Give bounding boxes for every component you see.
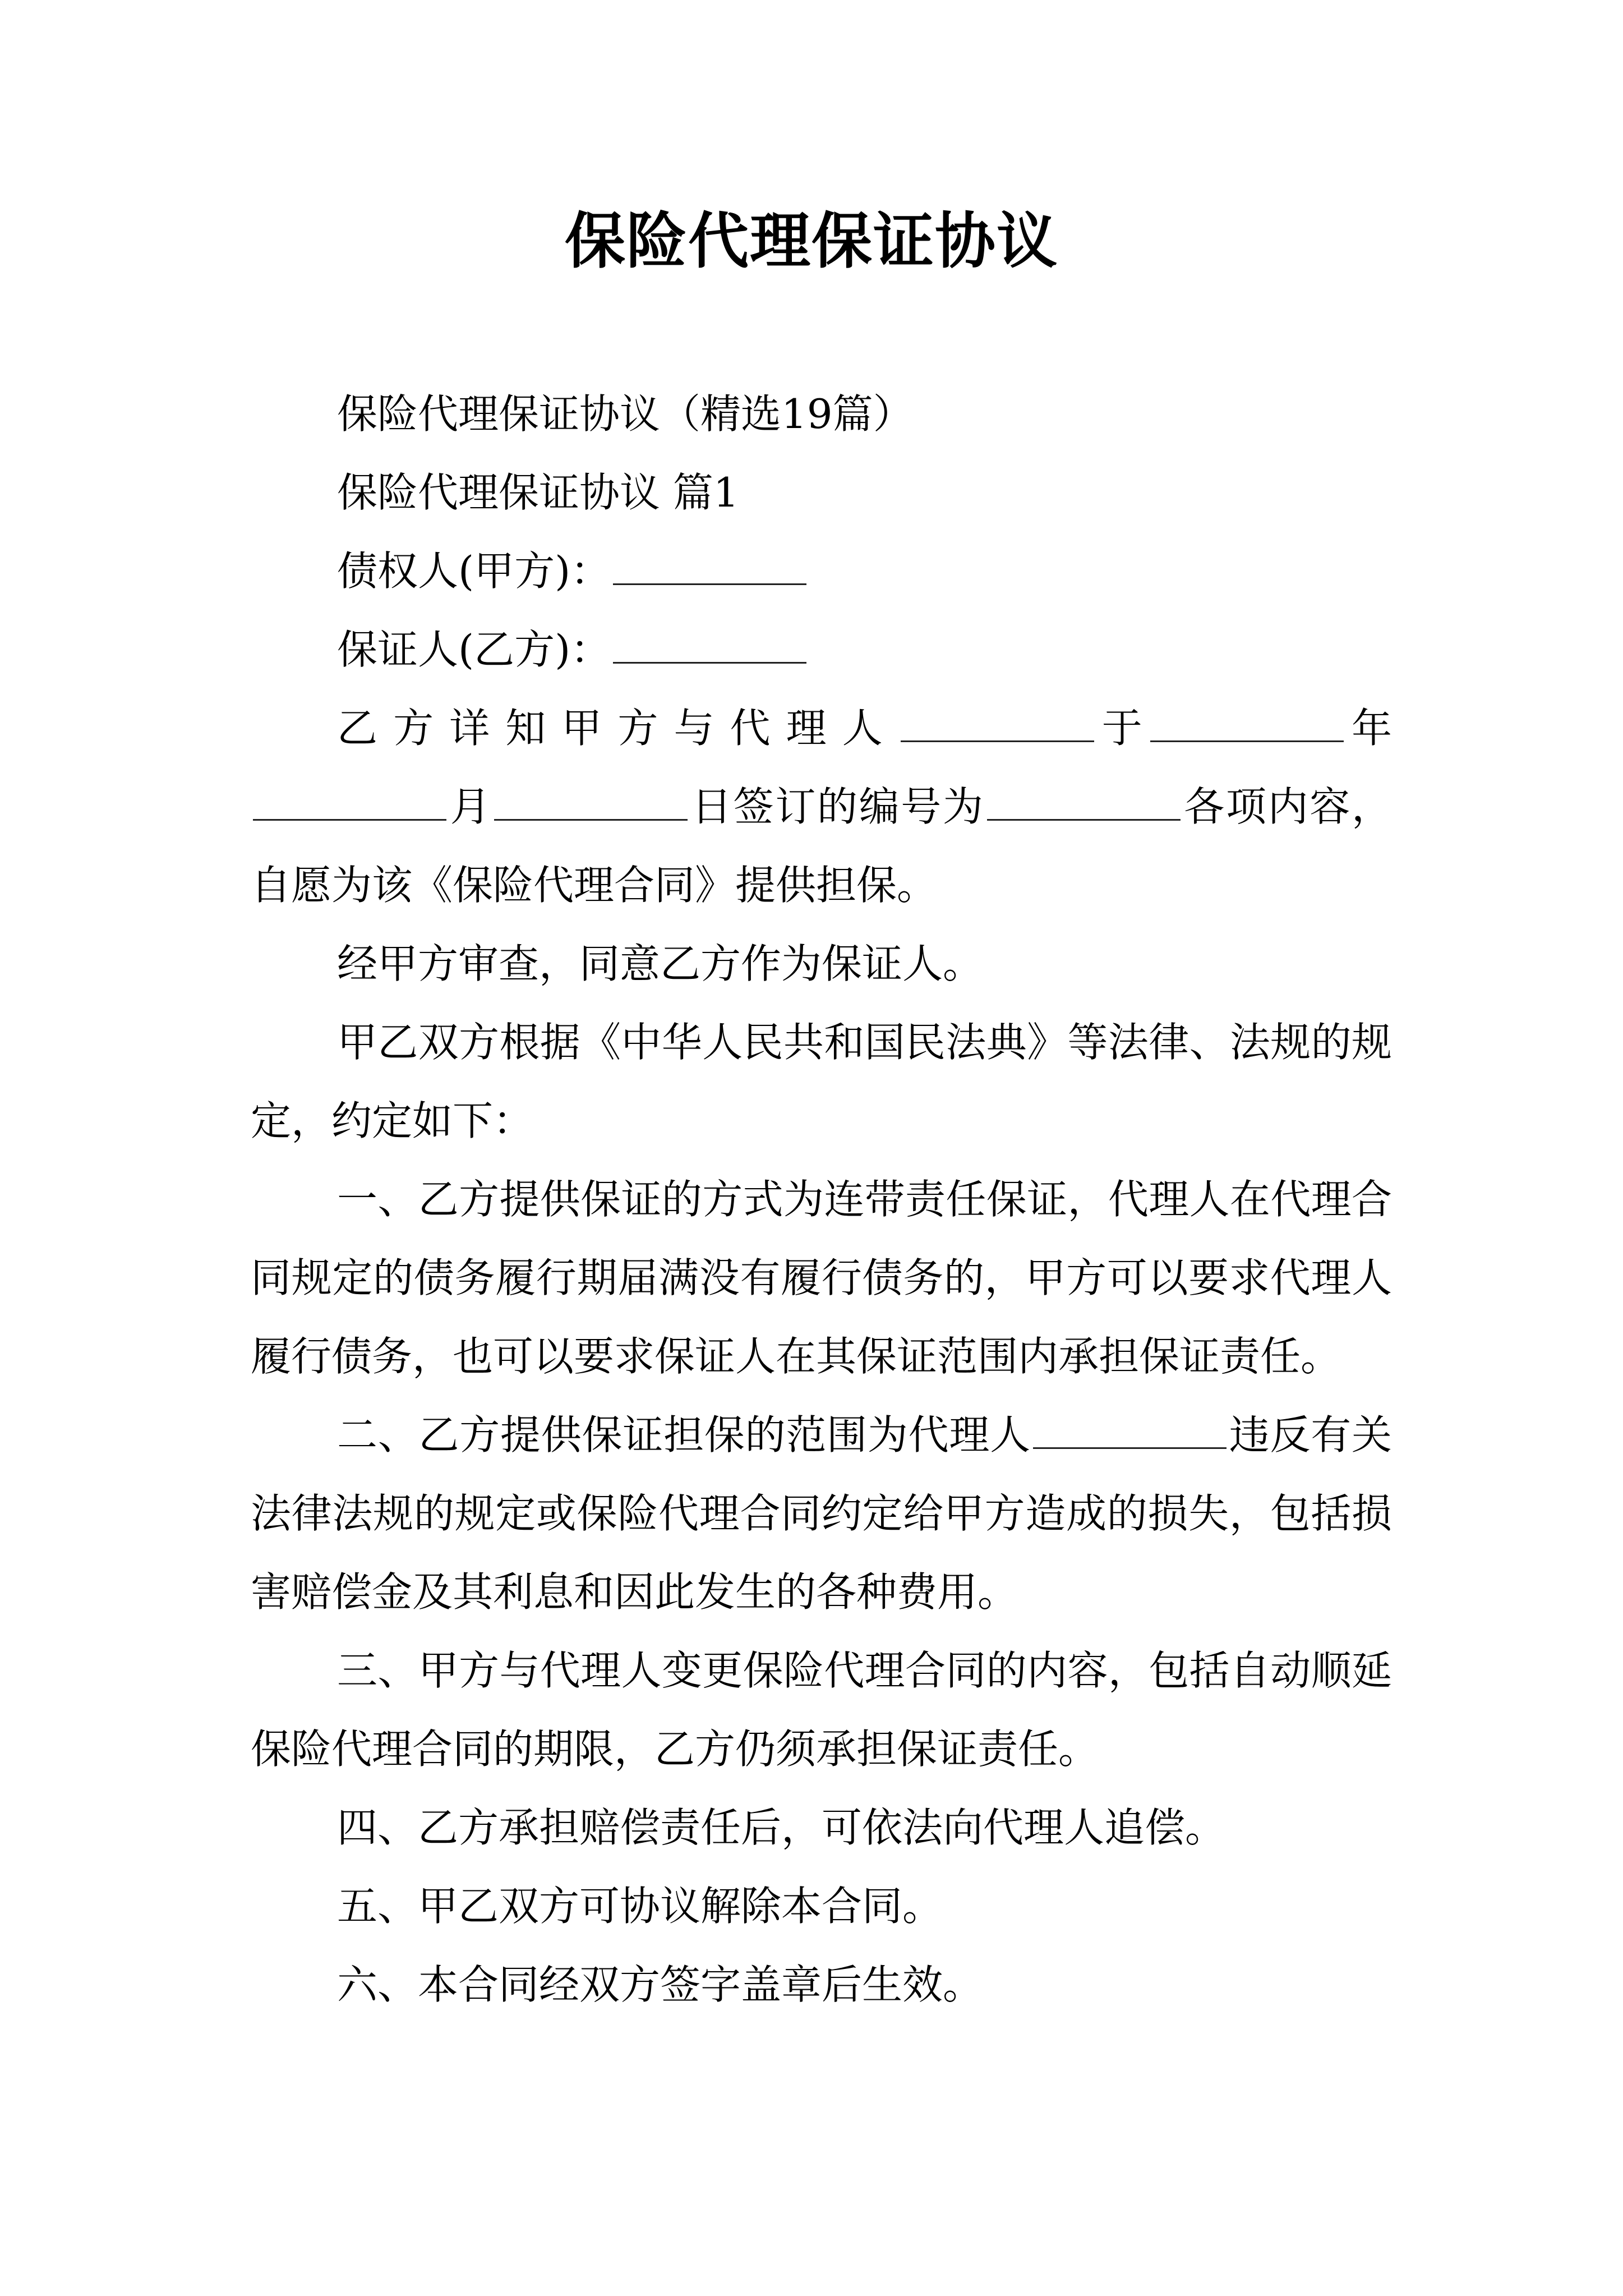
clause-2-text-2: 违反有关法律法规的规定或保险代理合同约定给甲方造成的损失，包括损害赔偿金及其利息和因此发生的各种费用。 (251, 1411, 1392, 1616)
agent-name-blank (1033, 1414, 1227, 1449)
clause-5: 五、甲乙双方可协议解除本合同。 (337, 1883, 943, 1930)
intro-text-4: 月 (449, 783, 492, 830)
clause-4: 四、乙方承担赔偿责任后，可依法向代理人追偿。 (337, 1804, 1226, 1851)
day-blank (494, 785, 688, 821)
guarantor-blank (613, 628, 806, 664)
document-title: 保险代理保证协议 (564, 206, 1058, 277)
creditor-label: 债权人(甲方)： (337, 547, 611, 595)
year-blank (1150, 707, 1344, 742)
clause-6: 六、本合同经双方签字盖章后生效。 (337, 1961, 984, 2008)
clause-1: 一、乙方提供保证的方式为连带责任保证，代理人在代理合同规定的债务履行期届满没有履行债务的，甲方可以要求代理人履行债务，也可以要求保证人在其保证范围内承担保证责任。 (251, 1176, 1392, 1380)
subtitle: 保险代理保证协议（精选19篇） (337, 390, 914, 438)
intro-paragraph (251, 689, 1392, 924)
section-heading: 保险代理保证协议 篇1 (337, 469, 739, 516)
creditor-line (251, 532, 1392, 610)
intro-text-3: 年 (1345, 705, 1392, 752)
clause-3: 三、甲方与代理人变更保险代理合同的内容，包括自动顺延保险代理合同的期限，乙方仍须承担保证责任。 (251, 1647, 1392, 1773)
clause-2 (251, 1396, 1392, 1631)
month-blank (253, 785, 446, 821)
basis-paragraph: 甲乙双方根据《中华人民共和国民法典》等法律、法规的规定，约定如下： (251, 1019, 1392, 1144)
guarantor-label: 保证人(乙方)： (337, 626, 611, 673)
review-paragraph: 经甲方审查，同意乙方作为保证人。 (337, 940, 984, 987)
contract-number-blank (987, 785, 1181, 821)
agent-blank (901, 707, 1094, 742)
intro-text-5: 日签订的编号为 (690, 783, 985, 830)
intro-text-2: 于 (1096, 705, 1148, 752)
guarantor-line (251, 610, 1392, 689)
creditor-blank (613, 550, 806, 585)
intro-text-1: 乙方详知甲方与代理人 (337, 705, 898, 752)
intro-text-6: 各项内容，自愿为该《保险代理合同》提供担保。 (251, 783, 1392, 909)
document-body (251, 375, 1392, 2024)
clause-2-text-1: 二、乙方提供保证担保的范围为代理人 (337, 1411, 1031, 1458)
